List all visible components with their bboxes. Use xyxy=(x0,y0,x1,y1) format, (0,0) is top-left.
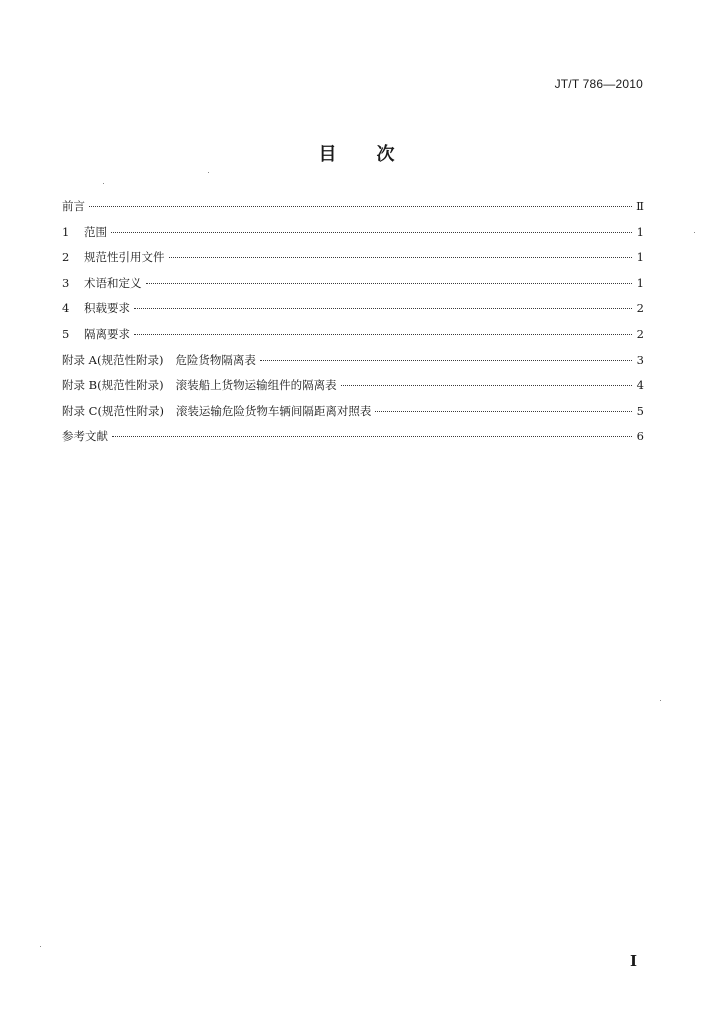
toc-entry-label: 参考文献 xyxy=(62,429,108,444)
toc-entry-normative-references[interactable] xyxy=(62,249,644,275)
toc-leader-dots xyxy=(375,410,632,412)
toc-entry-page: 4 xyxy=(636,378,644,393)
toc-entry-page: 6 xyxy=(636,429,644,444)
toc-entry-page: 1 xyxy=(636,250,644,265)
toc-leader-dots xyxy=(112,435,632,437)
table-of-contents xyxy=(62,198,644,454)
toc-title: 目次 xyxy=(318,144,435,165)
toc-leader-dots xyxy=(111,231,632,233)
toc-entry-foreword[interactable] xyxy=(62,198,644,224)
toc-entry-scope[interactable] xyxy=(62,224,644,250)
toc-entry-page: 5 xyxy=(636,403,644,418)
standard-number: JT/T 786—2010 xyxy=(554,77,643,91)
scan-speck xyxy=(40,946,41,947)
toc-leader-dots xyxy=(146,282,633,284)
toc-entry-label: 积载要求 xyxy=(84,301,130,316)
scan-speck xyxy=(208,172,209,173)
scan-speck xyxy=(660,700,661,701)
toc-entry-page: Ⅱ xyxy=(636,199,644,213)
toc-entry-label: 滚装运输危险货物车辆间隔距离对照表 xyxy=(175,403,372,418)
toc-entry-page: 2 xyxy=(636,301,644,316)
toc-entry-annex-a[interactable] xyxy=(62,352,644,378)
toc-entry-annex-prefix: 附录 A(规范性附录) xyxy=(62,352,164,367)
toc-entry-page: 2 xyxy=(636,326,644,341)
toc-entry-page: 3 xyxy=(636,352,644,367)
toc-entry-label: 术语和定义 xyxy=(84,275,142,290)
toc-entry-annex-b[interactable] xyxy=(62,377,644,403)
toc-leader-dots xyxy=(260,359,632,361)
toc-leader-dots xyxy=(134,333,632,335)
toc-entry-page: 1 xyxy=(636,275,644,290)
toc-leader-dots xyxy=(341,384,632,386)
toc-entry-label: 隔离要求 xyxy=(84,326,130,341)
toc-entry-segregation-requirements[interactable] xyxy=(62,326,644,352)
toc-entry-stowage-requirements[interactable] xyxy=(62,300,644,326)
toc-entry-label: 滚装船上货物运输组件的隔离表 xyxy=(175,378,337,393)
toc-entry-annex-c[interactable] xyxy=(62,403,644,429)
toc-entry-annex-prefix: 附录 B(规范性附录) xyxy=(62,378,164,393)
toc-entry-label: 危险货物隔离表 xyxy=(175,352,256,367)
toc-entry-bibliography[interactable] xyxy=(62,428,644,454)
toc-entry-page: 1 xyxy=(636,224,644,239)
toc-entry-label: 规范性引用文件 xyxy=(84,250,165,265)
toc-leader-dots xyxy=(89,205,632,207)
toc-entry-number: 2 xyxy=(62,250,70,265)
toc-entry-label: 前言 xyxy=(62,199,85,213)
toc-entry-number: 4 xyxy=(62,301,70,316)
toc-entry-label: 范围 xyxy=(84,224,107,239)
scan-speck xyxy=(103,183,104,184)
toc-leader-dots xyxy=(169,256,633,258)
toc-entry-number: 3 xyxy=(62,275,70,290)
toc-entry-terms-definitions[interactable] xyxy=(62,275,644,301)
scan-speck xyxy=(694,232,695,233)
toc-entry-annex-prefix: 附录 C(规范性附录) xyxy=(62,403,164,418)
toc-leader-dots xyxy=(134,307,632,309)
toc-entry-number: 5 xyxy=(62,326,70,341)
toc-entry-number: 1 xyxy=(62,224,70,239)
page-folio: I xyxy=(629,952,637,970)
